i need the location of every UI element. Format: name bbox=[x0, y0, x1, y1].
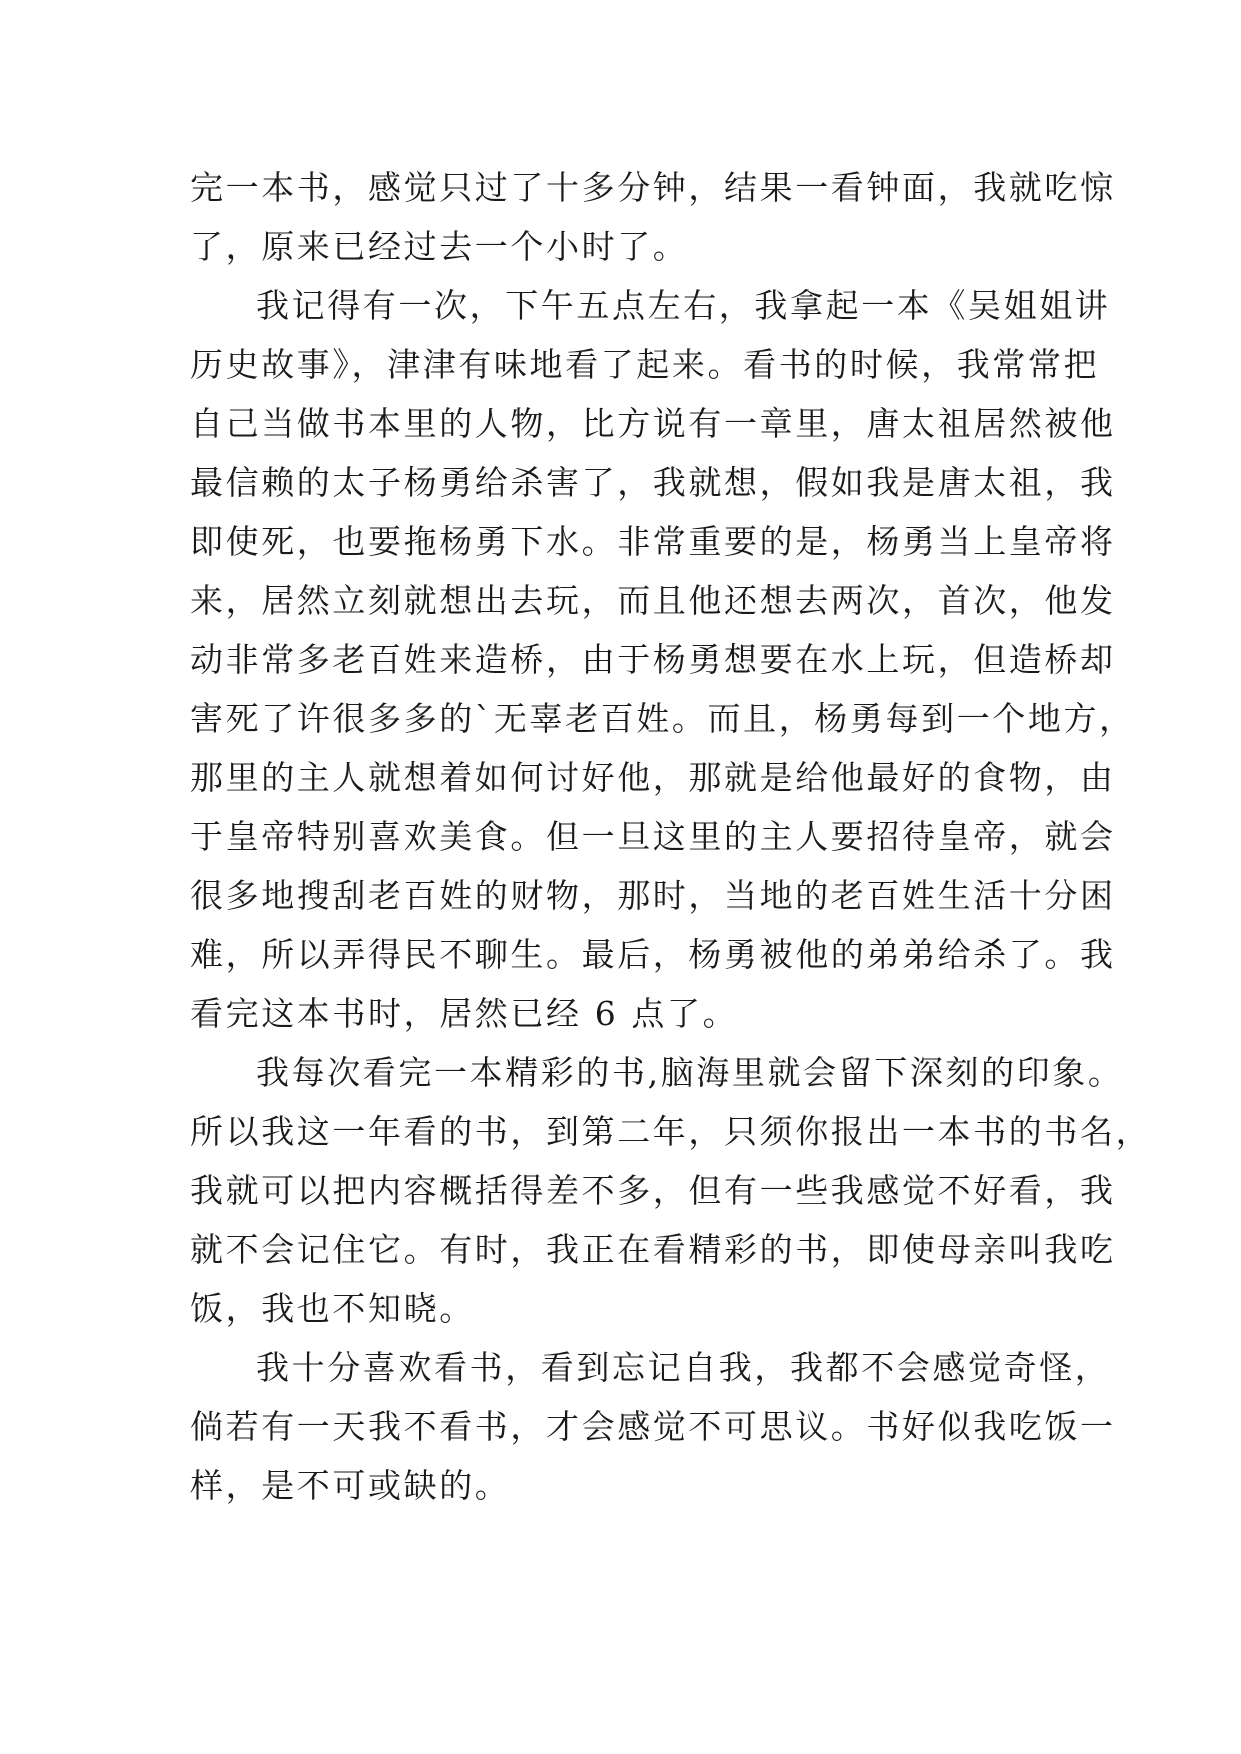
text-line: 我就可以把内容概括得差不多，但有一些我感觉不好看，我 bbox=[190, 1171, 1116, 1210]
body-text bbox=[190, 158, 1152, 1515]
text-line: 动非常多老百姓来造桥，由于杨勇想要在水上玩，但造桥却 bbox=[190, 640, 1116, 679]
text-line: 样，是不可或缺的。 bbox=[190, 1466, 511, 1505]
text-line: 我每次看完一本精彩的书,脑海里就会留下深刻的印象。 bbox=[256, 1053, 1124, 1092]
text-line: 最信赖的太子杨勇给杀害了，我就想，假如我是唐太祖，我 bbox=[190, 463, 1116, 502]
text-line: 难，所以弄得民不聊生。最后，杨勇被他的弟弟给杀了。我 bbox=[190, 935, 1116, 974]
text-line: 历史故事》，津津有味地看了起来。看书的时候，我常常把 bbox=[190, 345, 1100, 384]
text-line: 害死了许很多多的`无辜老百姓。而且，杨勇每到一个地方， bbox=[190, 699, 1135, 738]
text-line: 来，居然立刻就想出去玩，而且他还想去两次，首次，他发 bbox=[190, 581, 1116, 620]
text-line: 自己当做书本里的人物，比方说有一章里，唐太祖居然被他 bbox=[190, 404, 1116, 443]
text-line: 即使死，也要拖杨勇下水。非常重要的是，杨勇当上皇帝将 bbox=[190, 522, 1116, 561]
text-line: 那里的主人就想着如何讨好他，那就是给他最好的食物，由 bbox=[190, 758, 1116, 797]
text-line: 完一本书，感觉只过了十多分钟，结果一看钟面，我就吃惊 bbox=[190, 168, 1116, 207]
text-line: 看完这本书时，居然已经 6 点了。 bbox=[190, 994, 739, 1033]
text-line: 我记得有一次，下午五点左右，我拿起一本《吴姐姐讲 bbox=[256, 286, 1111, 325]
text-line: 就不会记住它。有时，我正在看精彩的书，即使母亲叫我吃 bbox=[190, 1230, 1116, 1269]
text-line: 倘若有一天我不看书，才会感觉不可思议。书好似我吃饭一 bbox=[190, 1407, 1116, 1446]
text-line: 于皇帝特别喜欢美食。但一旦这里的主人要招待皇帝，就会 bbox=[190, 817, 1116, 856]
text-line: 所以我这一年看的书，到第二年，只须你报出一本书的书名， bbox=[190, 1112, 1152, 1151]
text-line: 我十分喜欢看书，看到忘记自我，我都不会感觉奇怪， bbox=[256, 1348, 1111, 1387]
text-line: 了，原来已经过去一个小时了。 bbox=[190, 227, 689, 266]
text-line: 很多地搜刮老百姓的财物，那时，当地的老百姓生活十分困 bbox=[190, 876, 1116, 915]
text-line: 饭，我也不知晓。 bbox=[190, 1289, 475, 1328]
